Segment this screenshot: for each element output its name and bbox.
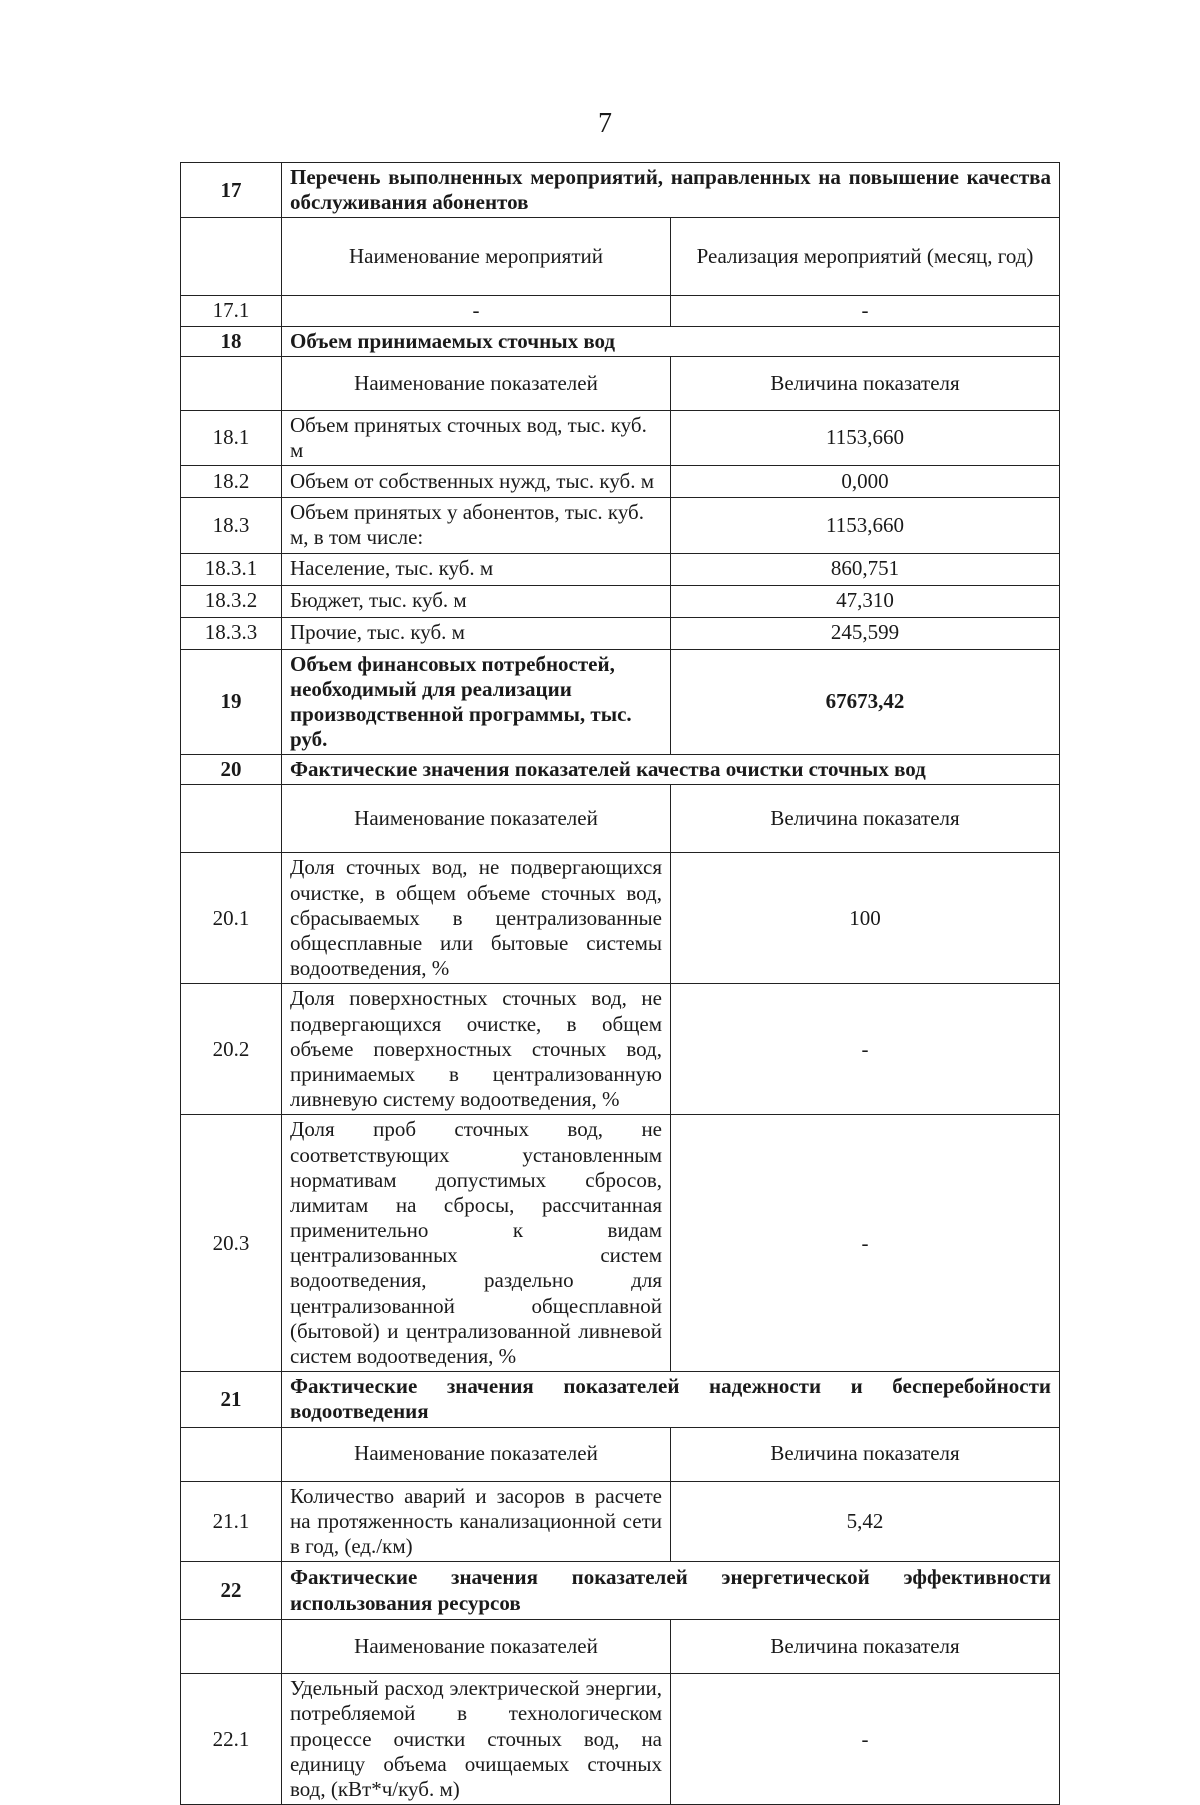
row-name: Бюджет, тыс. куб. м [282, 585, 671, 617]
row-number: 20.3 [181, 1115, 282, 1372]
section-21-header [181, 1372, 1060, 1427]
section-number: 21 [181, 1372, 282, 1427]
column-header-value: Величина показателя [671, 1620, 1060, 1674]
table-row [181, 553, 1060, 585]
section-17-header [181, 163, 1060, 218]
table-row [181, 984, 1060, 1115]
row-name: Прочие, тыс. куб. м [282, 617, 671, 649]
row-value: - [671, 984, 1060, 1115]
section-title: Объем финансовых потребностей, необходимый для реализации производственной программы, тыс. руб. [282, 649, 671, 755]
table-row [181, 466, 1060, 498]
column-header-row [181, 218, 1060, 296]
indicators-table [180, 162, 1060, 1805]
section-title: Фактические значения показателей качества очистки сточных вод [282, 755, 1060, 785]
row-value: 47,310 [671, 585, 1060, 617]
row-value: 5,42 [671, 1481, 1060, 1562]
section-number: 20 [181, 755, 282, 785]
section-number: 17 [181, 163, 282, 218]
table-row [181, 853, 1060, 984]
row-number: 18.3.3 [181, 617, 282, 649]
column-header-row [181, 356, 1060, 410]
table-row [181, 617, 1060, 649]
column-header-value: Реализация мероприятий (месяц, год) [671, 218, 1060, 296]
table-row [181, 585, 1060, 617]
section-number: 19 [181, 649, 282, 755]
row-number: 18.3 [181, 498, 282, 553]
column-header-name: Наименование показателей [282, 1620, 671, 1674]
row-name: Доля проб сточных вод, не соответствующих установленным нормативам допустимых сбросов, лимитам на сбросы, рассчитанная применительно к видам централизованных систем водоотведения, раздельно для централизованной общесплавной (бытовой) и централизованной ливневой систем водоотведения, % [282, 1115, 671, 1372]
row-value: 0,000 [671, 466, 1060, 498]
row-name: Объем принятых у абонентов, тыс. куб. м, в том числе: [282, 498, 671, 553]
row-value: 860,751 [671, 553, 1060, 585]
row-name: Доля поверхностных сточных вод, не подвергающихся очистке, в общем объеме поверхностных сточных вод, принимаемых в централизованную ливневую систему водоотведения, % [282, 984, 671, 1115]
column-header-row [181, 1620, 1060, 1674]
row-number: 21.1 [181, 1481, 282, 1562]
row-name: Население, тыс. куб. м [282, 553, 671, 585]
section-20-header [181, 755, 1060, 785]
column-header-name: Наименование показателей [282, 1427, 671, 1481]
row-name: Объем принятых сточных вод, тыс. куб. м [282, 410, 671, 465]
section-number: 18 [181, 326, 282, 356]
row-value: 67673,42 [671, 649, 1060, 755]
row-number: 18.1 [181, 410, 282, 465]
column-header-name: Наименование мероприятий [282, 218, 671, 296]
row-number: 20.2 [181, 984, 282, 1115]
row-value: - [671, 1115, 1060, 1372]
row-name: Удельный расход электрической энергии, потребляемой в технологическом процессе очистки сточных вод, на единицу объема очищаемых сточных вод, (кВт*ч/куб. м) [282, 1674, 671, 1805]
section-title: Фактические значения показателей надежности и бесперебойности водоотведения [282, 1372, 1060, 1427]
section-number: 22 [181, 1562, 282, 1620]
page-number: 7 [598, 108, 612, 139]
row-value: 100 [671, 853, 1060, 984]
row-value: 1153,660 [671, 498, 1060, 553]
column-header-value: Величина показателя [671, 356, 1060, 410]
column-header-value: Величина показателя [671, 785, 1060, 853]
section-19-row [181, 649, 1060, 755]
section-18-header [181, 326, 1060, 356]
row-value: 245,599 [671, 617, 1060, 649]
row-value: 1153,660 [671, 410, 1060, 465]
table-row [181, 1115, 1060, 1372]
row-number: 18.2 [181, 466, 282, 498]
column-header-name: Наименование показателей [282, 785, 671, 853]
row-number: 20.1 [181, 853, 282, 984]
row-number: 17.1 [181, 296, 282, 326]
column-header-row [181, 1427, 1060, 1481]
column-header-row [181, 785, 1060, 853]
table-row [181, 410, 1060, 465]
row-number: 18.3.2 [181, 585, 282, 617]
row-value: - [671, 296, 1060, 326]
column-header-value: Величина показателя [671, 1427, 1060, 1481]
table-row [181, 1674, 1060, 1805]
row-number: 22.1 [181, 1674, 282, 1805]
table-row [181, 296, 1060, 326]
table-row [181, 498, 1060, 553]
table-row [181, 1481, 1060, 1562]
section-title: Объем принимаемых сточных вод [282, 326, 1060, 356]
row-name: Количество аварий и засоров в расчете на протяженность канализационной сети в год, (ед./км) [282, 1481, 671, 1562]
row-name: - [282, 296, 671, 326]
section-22-header [181, 1562, 1060, 1620]
section-title: Перечень выполненных мероприятий, направленных на повышение качества обслуживания абонентов [282, 163, 1060, 218]
row-value: - [671, 1674, 1060, 1805]
row-name: Доля сточных вод, не подвергающихся очистке, в общем объеме сточных вод, сбрасываемых в централизованные общесплавные или бытовые системы водоотведения, % [282, 853, 671, 984]
column-header-name: Наименование показателей [282, 356, 671, 410]
row-number: 18.3.1 [181, 553, 282, 585]
row-name: Объем от собственных нужд, тыс. куб. м [282, 466, 671, 498]
section-title: Фактические значения показателей энергетической эффективности использования ресурсов [282, 1562, 1060, 1620]
